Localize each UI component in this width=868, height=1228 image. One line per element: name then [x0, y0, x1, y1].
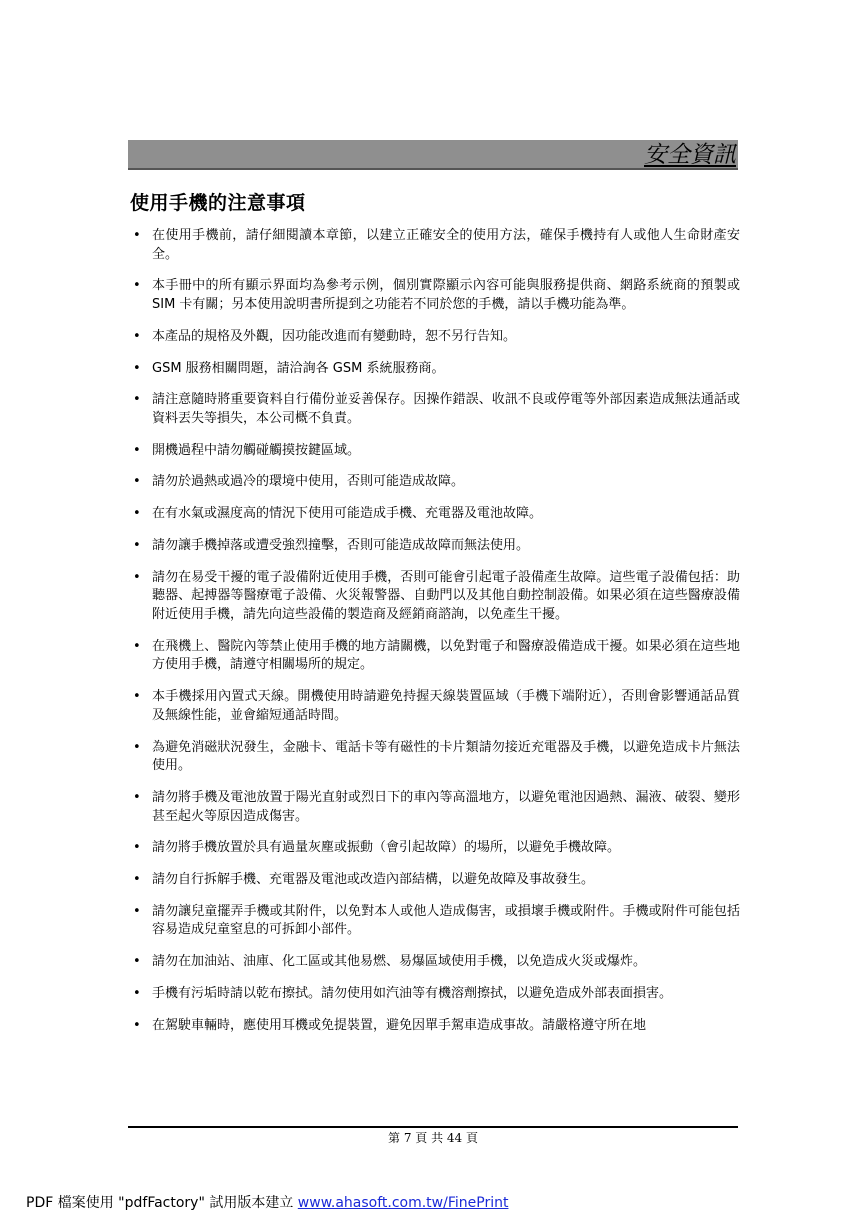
list-item-text: 請勿讓手機掉落或遭受強烈撞擊，否則可能造成故障而無法使用。: [152, 538, 530, 554]
bullet-icon: •: [133, 506, 141, 522]
list-item: [128, 739, 740, 776]
list-item: [128, 473, 740, 492]
list-item: [128, 638, 740, 675]
bullet-icon: •: [133, 872, 141, 888]
list-item-text: 手機有污垢時請以乾布擦拭。請勿使用如汽油等有機溶劑擦拭，以避免造成外部表面損害。: [152, 986, 673, 1001]
list-item-text: GSM 服務相關問題，請洽詢各 GSM 系統服務商。: [152, 360, 445, 376]
list-item-text: 請勿將手機放置於具有過量灰塵或振動（會引起故障）的場所，以避免手機故障。: [152, 840, 621, 856]
bullet-icon: •: [133, 328, 141, 344]
list-item-text: 請勿讓兒童擺弄手機或其附件，以免對本人或他人造成傷害，或損壞手機或附件。手機或附件可能包括容易造成兒童窒息的可拆卸小部件。: [152, 903, 740, 938]
list-item: [128, 328, 740, 347]
list-item-text: 開機過程中請勿觸碰觸摸按鍵區域。: [152, 442, 361, 458]
bullet-icon: •: [133, 986, 141, 1001]
list-item-text: 請勿在易受干擾的電子設備附近使用手機，否則可能會引起電子設備產生故障。這些電子設備包括：助聽器、起搏器等醫療電子設備、火災報警器、自動門以及其他自動控制設備。如果必須在這些醫療設備附近使用手機，請先向這些設備的製造商及經銷商諮詢，以免產生干擾。: [152, 569, 740, 622]
list-item: [128, 789, 740, 826]
list-item-text: 本產品的規格及外觀，因功能改進而有變動時，恕不另行告知。: [152, 328, 517, 344]
watermark-link[interactable]: www.ahasoft.com.tw/FinePrint: [297, 1195, 509, 1211]
chapter-title: 安全資訊: [644, 142, 736, 168]
page-number: 第 7 頁 共 44 頁: [388, 1131, 478, 1145]
bullet-icon: •: [133, 689, 141, 705]
section-title: 使用手機的注意事項: [130, 192, 306, 214]
bullet-icon: •: [133, 1017, 141, 1033]
list-item: [128, 903, 740, 940]
list-item-text: 請勿將手機及電池放置于陽光直射或烈日下的車內等高溫地方，以避免電池因過熱、漏液、破裂、變形甚至起火等原因造成傷害。: [152, 789, 740, 824]
list-item: [128, 391, 740, 428]
list-item-text: 請勿自行拆解手機、充電器及電池或改造內部結構，以避免故障及事故發生。: [152, 872, 595, 888]
bullet-icon: •: [133, 903, 141, 919]
bullet-icon: •: [133, 228, 141, 243]
list-item-text: 在有水氣或濕度高的情況下使用可能造成手機、充電器及電池故障。: [152, 506, 543, 522]
list-item: [128, 688, 740, 725]
list-item-text: 請注意隨時將重要資料自行備份並妥善保存。因操作錯誤、收訊不良或停電等外部因素造成無法通話或資料丟失等損失，本公司概不負責。: [152, 392, 740, 426]
list-item: [128, 537, 740, 556]
list-item: [128, 360, 740, 379]
bullet-icon: •: [133, 442, 141, 458]
list-item-text: 在使用手機前，請仔細閱讀本章節，以建立正確安全的使用方法，確保手機持有人或他人生命財產安全。: [152, 228, 740, 262]
list-item: [128, 985, 740, 1004]
bullet-icon: •: [133, 392, 141, 408]
list-item: [128, 227, 740, 264]
list-item-text: 在駕駛車輛時，應使用耳機或免提裝置，避免因單手駕車造成事故。請嚴格遵守所在地: [152, 1017, 647, 1033]
bullet-icon: •: [133, 278, 141, 294]
bullet-icon: •: [133, 474, 141, 490]
bullet-icon: •: [133, 538, 141, 554]
watermark-text: PDF 檔案使用 "pdfFactory" 試用版本建立: [26, 1195, 298, 1211]
list-item-text: 請勿在加油站、油庫、化工區或其他易燃、易爆區域使用手機，以免造成火災或爆炸。: [152, 954, 647, 970]
bullet-icon: •: [133, 840, 141, 856]
pdf-watermark: [26, 1194, 508, 1212]
bullet-icon: •: [133, 789, 141, 805]
list-item: [128, 569, 740, 625]
list-item-text: 為避免消磁狀況發生，金融卡、電話卡等有磁性的卡片類請勿接近充電器及手機，以避免造成卡片無法使用。: [152, 739, 740, 774]
list-item: [128, 839, 740, 858]
footer-rule: [128, 1126, 738, 1128]
list-item-text: 在飛機上、醫院內等禁止使用手機的地方請關機，以免對電子和醫療設備造成干擾。如果必須在這些地方使用手機，請遵守相關場所的規定。: [152, 638, 740, 673]
list-item: [128, 1017, 740, 1036]
list-item-text: 本手機採用內置式天線。開機使用時請避免持握天線裝置區域（手機下端附近），否則會影響通話品質及無線性能，並會縮短通話時間。: [152, 689, 740, 723]
list-item-text: 本手冊中的所有顯示界面均為參考示例，個別實際顯示內容可能與服務提供商、網路系統商的預製或 SIM 卡有關；另本使用說明書所提到之功能若不同於您的手機，請以手機功能為準。: [152, 278, 740, 312]
bullet-icon: •: [133, 360, 141, 376]
chapter-header-bar: [128, 140, 738, 170]
list-item: [128, 871, 740, 890]
list-item: [128, 277, 740, 314]
list-item-text: 請勿於過熱或過冷的環境中使用，否則可能造成故障。: [152, 474, 465, 490]
list-item: [128, 442, 740, 461]
bullet-icon: •: [133, 954, 141, 970]
precautions-list: [128, 227, 740, 1049]
bullet-icon: •: [133, 638, 141, 654]
list-item: [128, 953, 740, 972]
bullet-icon: •: [133, 739, 141, 755]
bullet-icon: •: [133, 569, 141, 585]
list-item: [128, 505, 740, 524]
